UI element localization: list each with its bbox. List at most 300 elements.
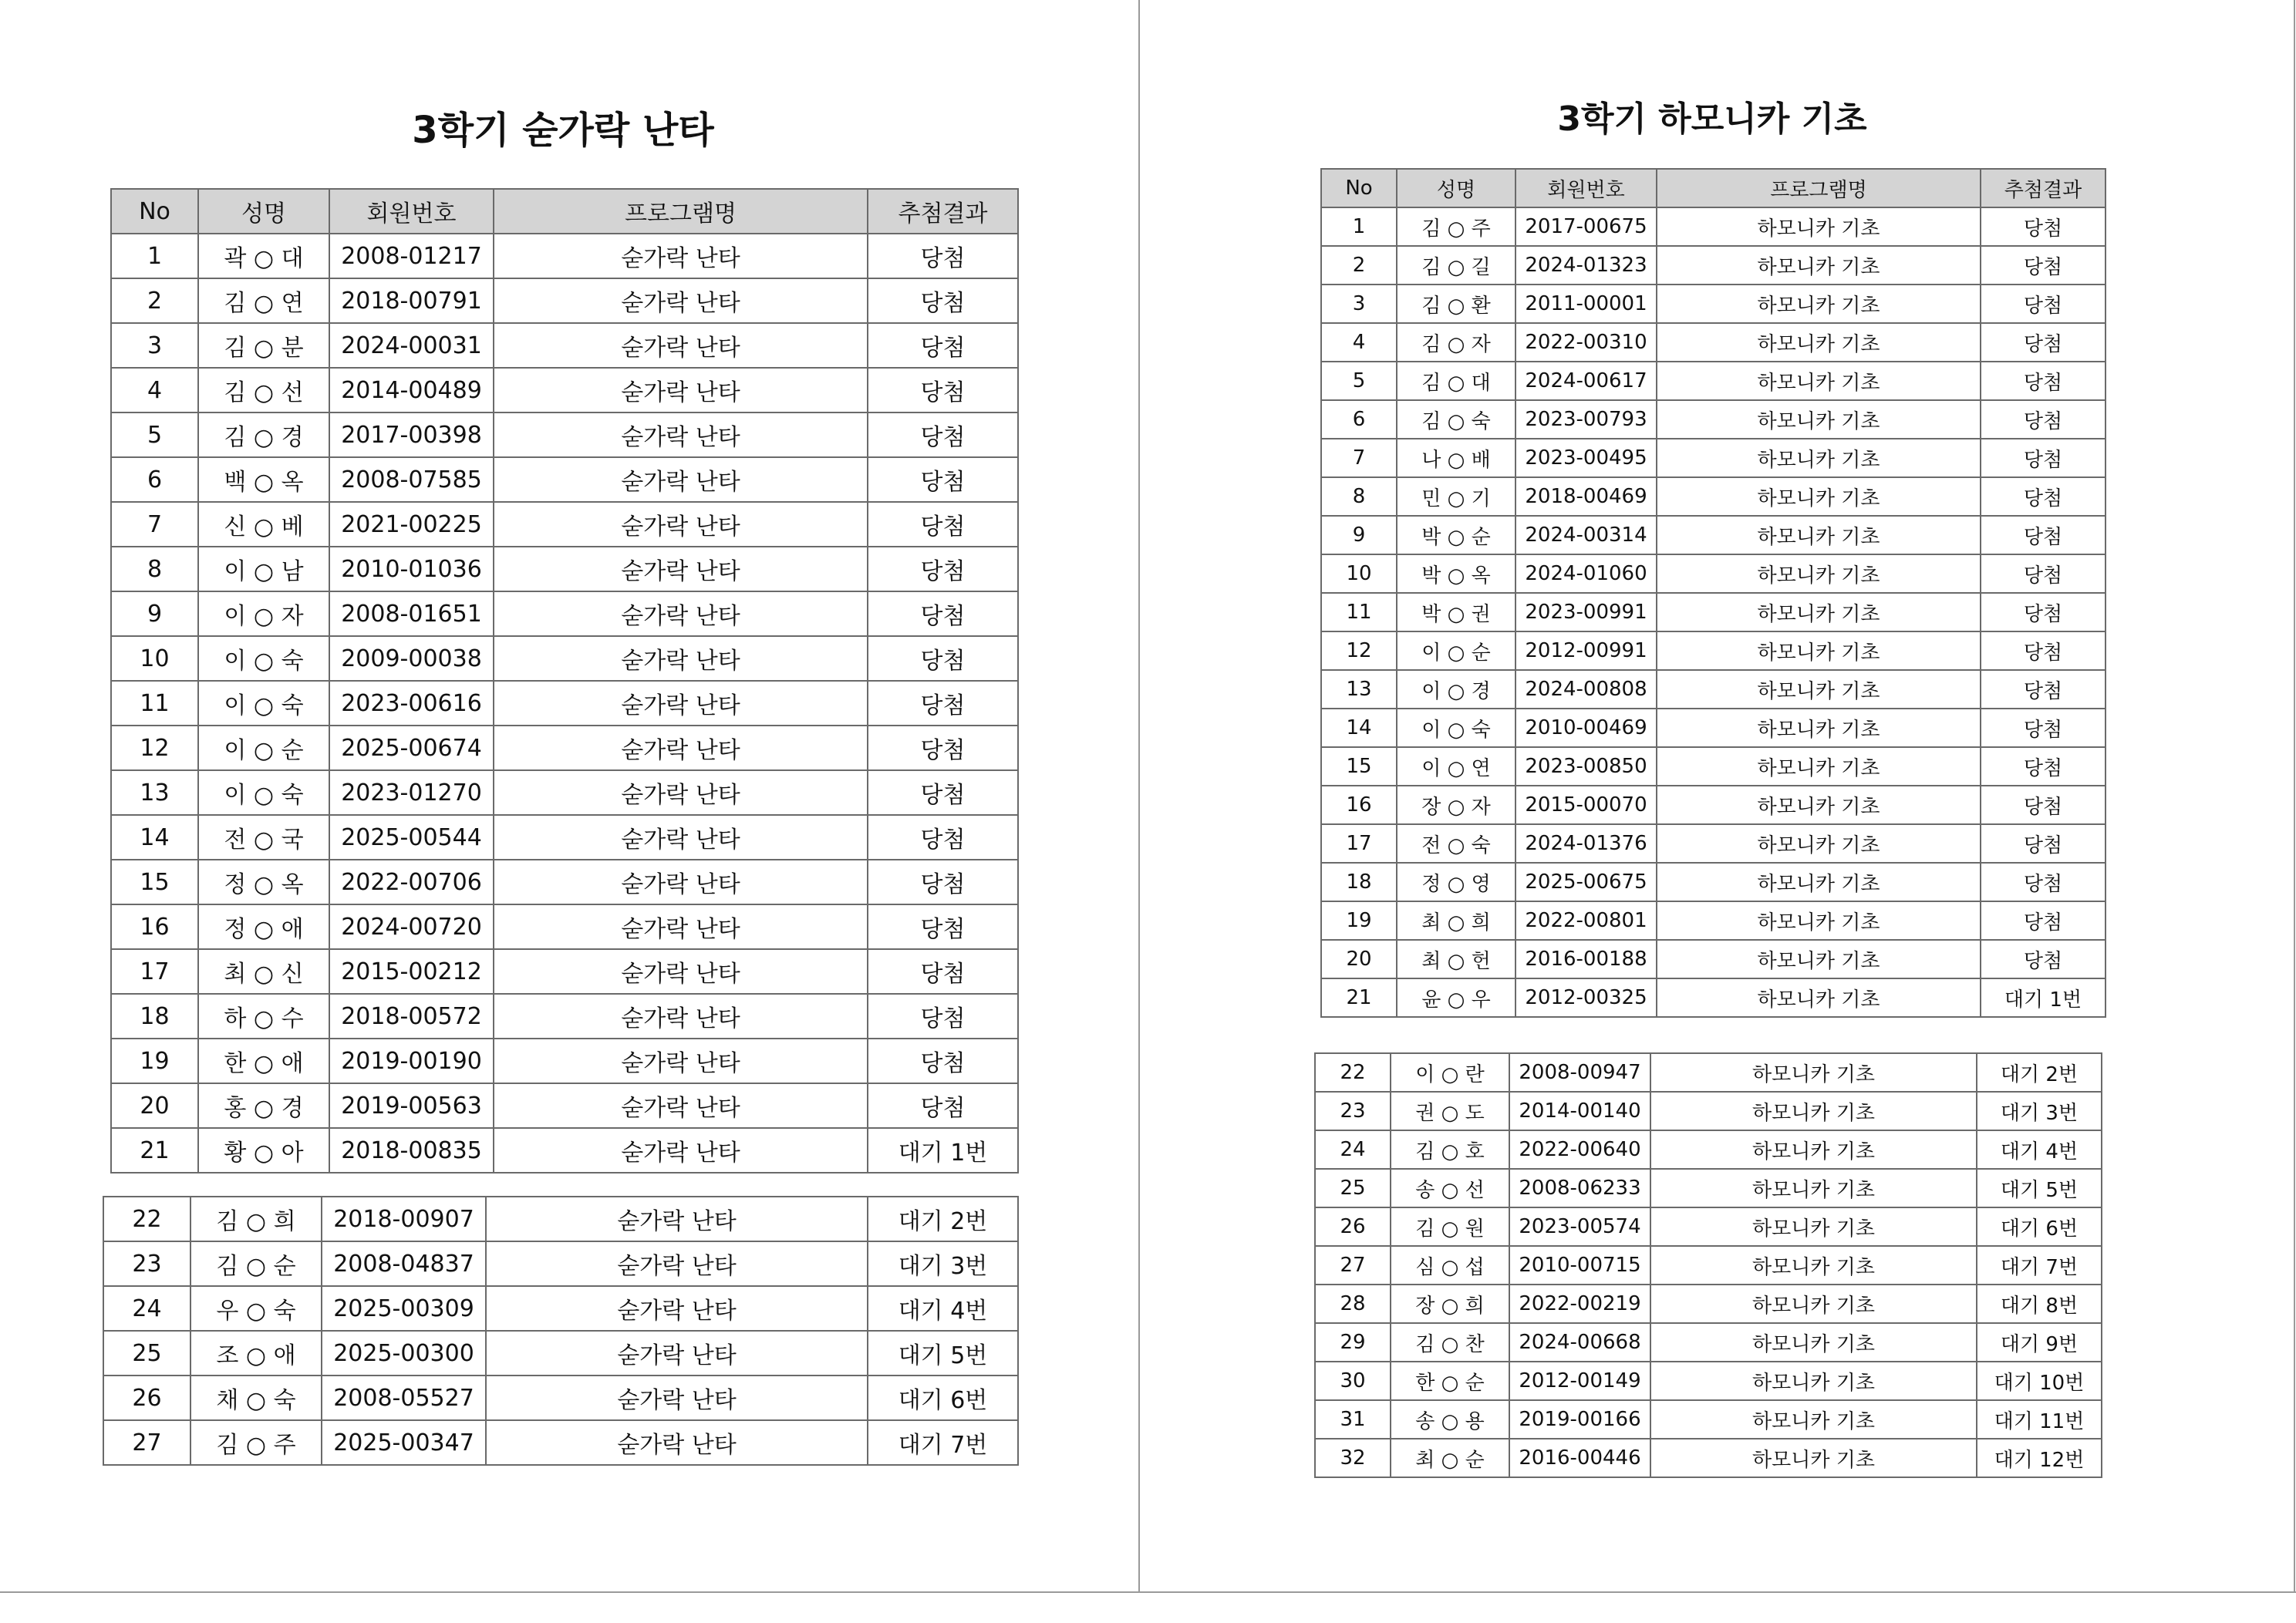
cell-no: 12: [111, 726, 198, 770]
cell-program: 숟가락 난타: [494, 1128, 868, 1173]
header-program: 프로그램명: [494, 189, 868, 234]
cell-program: 하모니카 기초: [1650, 1207, 1977, 1246]
table-row: [111, 547, 1018, 591]
table-row: [1321, 824, 2106, 863]
table-row: [1321, 246, 2106, 285]
table-header-row: [111, 189, 1018, 234]
cell-member-id: 2024-01376: [1515, 824, 1657, 863]
cell-member-id: 2008-04837: [322, 1241, 486, 1286]
table-row: [1315, 1053, 2102, 1092]
cell-result: 당첨: [868, 904, 1018, 949]
cell-name: 김 ○ 주: [1397, 207, 1515, 246]
cell-member-id: 2019-00166: [1509, 1400, 1650, 1439]
cell-no: 23: [103, 1241, 190, 1286]
cell-program: 숟가락 난타: [494, 636, 868, 681]
table-row: [1321, 362, 2106, 400]
right-page-title: 3학기 하모니카 기초: [1557, 99, 1867, 139]
table-row: [1315, 1323, 2102, 1362]
cell-no: 4: [1321, 323, 1397, 362]
table-row: [1315, 1207, 2102, 1246]
cell-no: 7: [111, 502, 198, 547]
cell-result: 당첨: [1981, 593, 2106, 631]
cell-program: 하모니카 기초: [1657, 554, 1981, 593]
cell-name: 김 ○ 선: [198, 368, 329, 412]
cell-no: 19: [111, 1039, 198, 1083]
cell-member-id: 2025-00347: [322, 1420, 486, 1465]
cell-program: 숟가락 난타: [494, 502, 868, 547]
cell-program: 숟가락 난타: [494, 681, 868, 726]
cell-result: 대기 4번: [1977, 1130, 2102, 1169]
cell-name: 전 ○ 숙: [1397, 824, 1515, 863]
cell-result: 대기 8번: [1977, 1285, 2102, 1323]
cell-program: 하모니카 기초: [1657, 323, 1981, 362]
cell-no: 2: [1321, 246, 1397, 285]
cell-result: 당첨: [1981, 901, 2106, 940]
table-row: [1315, 1169, 2102, 1207]
cell-result: 대기 6번: [868, 1376, 1018, 1420]
cell-program: 숟가락 난타: [494, 591, 868, 636]
cell-no: 9: [111, 591, 198, 636]
cell-no: 32: [1315, 1439, 1391, 1477]
cell-name: 채 ○ 숙: [190, 1376, 322, 1420]
table-row: [111, 815, 1018, 860]
cell-name: 이 ○ 숙: [198, 636, 329, 681]
header-program: 프로그램명: [1657, 169, 1981, 207]
table-row: [1321, 400, 2106, 439]
cell-member-id: 2024-01323: [1515, 246, 1657, 285]
table-row: [103, 1376, 1018, 1420]
cell-program: 하모니카 기초: [1657, 709, 1981, 747]
table-row: [111, 681, 1018, 726]
page-bottom-divider: [0, 1591, 2296, 1593]
cell-no: 25: [103, 1331, 190, 1376]
cell-name: 이 ○ 남: [198, 547, 329, 591]
cell-program: 숟가락 난타: [486, 1331, 868, 1376]
cell-name: 이 ○ 연: [1397, 747, 1515, 786]
table-row: [111, 860, 1018, 904]
cell-name: 송 ○ 용: [1391, 1400, 1509, 1439]
header-name: 성명: [1397, 169, 1515, 207]
cell-result: 당첨: [1981, 516, 2106, 554]
cell-result: 대기 2번: [868, 1197, 1018, 1241]
table-row: [1321, 786, 2106, 824]
cell-name: 정 ○ 애: [198, 904, 329, 949]
spoon-nanta-winners-table: [110, 188, 1019, 1173]
cell-member-id: 2016-00188: [1515, 940, 1657, 978]
cell-result: 당첨: [868, 726, 1018, 770]
cell-member-id: 2008-01651: [329, 591, 494, 636]
cell-member-id: 2009-00038: [329, 636, 494, 681]
table-row: [103, 1331, 1018, 1376]
cell-member-id: 2025-00675: [1515, 863, 1657, 901]
cell-name: 김 ○ 경: [198, 412, 329, 457]
cell-program: 숟가락 난타: [494, 994, 868, 1039]
cell-no: 24: [103, 1286, 190, 1331]
cell-no: 26: [1315, 1207, 1391, 1246]
cell-result: 대기 9번: [1977, 1323, 2102, 1362]
cell-member-id: 2019-00563: [329, 1083, 494, 1128]
harmonica-basic-winners-table: [1320, 168, 2106, 1018]
cell-result: 당첨: [1981, 747, 2106, 786]
cell-program: 숟가락 난타: [494, 1039, 868, 1083]
cell-no: 14: [111, 815, 198, 860]
left-page-title: 3학기 숟가락 난타: [412, 109, 714, 152]
cell-no: 15: [111, 860, 198, 904]
cell-result: 당첨: [1981, 824, 2106, 863]
cell-program: 하모니카 기초: [1657, 940, 1981, 978]
cell-member-id: 2018-00907: [322, 1197, 486, 1241]
table-row: [1321, 901, 2106, 940]
cell-name: 정 ○ 옥: [198, 860, 329, 904]
cell-program: 숟가락 난타: [494, 323, 868, 368]
cell-name: 홍 ○ 경: [198, 1083, 329, 1128]
cell-member-id: 2018-00791: [329, 278, 494, 323]
cell-member-id: 2010-01036: [329, 547, 494, 591]
table-row: [111, 1128, 1018, 1173]
cell-name: 전 ○ 국: [198, 815, 329, 860]
cell-program: 하모니카 기초: [1650, 1246, 1977, 1285]
cell-name: 김 ○ 희: [190, 1197, 322, 1241]
cell-program: 하모니카 기초: [1657, 439, 1981, 477]
cell-program: 하모니카 기초: [1650, 1323, 1977, 1362]
table-row: [111, 636, 1018, 681]
cell-member-id: 2008-00947: [1509, 1053, 1650, 1092]
table-row: [111, 1083, 1018, 1128]
cell-name: 한 ○ 순: [1391, 1362, 1509, 1400]
cell-name: 김 ○ 주: [190, 1420, 322, 1465]
cell-no: 7: [1321, 439, 1397, 477]
cell-result: 당첨: [1981, 207, 2106, 246]
cell-result: 당첨: [1981, 362, 2106, 400]
cell-member-id: 2015-00070: [1515, 786, 1657, 824]
cell-program: 하모니카 기초: [1657, 786, 1981, 824]
cell-program: 숟가락 난타: [494, 949, 868, 994]
cell-member-id: 2018-00469: [1515, 477, 1657, 516]
cell-member-id: 2008-07585: [329, 457, 494, 502]
cell-program: 하모니카 기초: [1650, 1285, 1977, 1323]
header-no: No: [1321, 169, 1397, 207]
cell-no: 20: [1321, 940, 1397, 978]
cell-member-id: 2025-00674: [329, 726, 494, 770]
table-row: [1321, 516, 2106, 554]
cell-no: 15: [1321, 747, 1397, 786]
cell-program: 숟가락 난타: [494, 412, 868, 457]
cell-no: 3: [1321, 285, 1397, 323]
cell-name: 이 ○ 경: [1397, 670, 1515, 709]
cell-result: 대기 1번: [1981, 978, 2106, 1017]
cell-no: 18: [111, 994, 198, 1039]
cell-member-id: 2022-00219: [1509, 1285, 1650, 1323]
table-row: [1315, 1092, 2102, 1130]
table-row: [111, 994, 1018, 1039]
cell-name: 황 ○ 아: [198, 1128, 329, 1173]
cell-program: 하모니카 기초: [1657, 477, 1981, 516]
cell-member-id: 2011-00001: [1515, 285, 1657, 323]
table-row: [1321, 709, 2106, 747]
cell-program: 하모니카 기초: [1657, 863, 1981, 901]
table-row: [111, 1039, 1018, 1083]
cell-name: 권 ○ 도: [1391, 1092, 1509, 1130]
cell-member-id: 2023-00495: [1515, 439, 1657, 477]
cell-member-id: 2024-01060: [1515, 554, 1657, 593]
cell-name: 신 ○ 베: [198, 502, 329, 547]
cell-program: 하모니카 기초: [1657, 400, 1981, 439]
cell-member-id: 2017-00675: [1515, 207, 1657, 246]
table-row: [1321, 978, 2106, 1017]
table-row: [103, 1286, 1018, 1331]
cell-result: 당첨: [1981, 554, 2106, 593]
cell-result: 당첨: [1981, 631, 2106, 670]
cell-program: 하모니카 기초: [1657, 978, 1981, 1017]
cell-name: 최 ○ 순: [1391, 1439, 1509, 1477]
table-row: [1315, 1285, 2102, 1323]
cell-no: 29: [1315, 1323, 1391, 1362]
table-row: [1321, 747, 2106, 786]
table-row: [111, 726, 1018, 770]
cell-no: 13: [1321, 670, 1397, 709]
cell-no: 5: [1321, 362, 1397, 400]
cell-result: 대기 3번: [868, 1241, 1018, 1286]
spoon-nanta-waitlist-table: [103, 1196, 1019, 1466]
cell-member-id: 2019-00190: [329, 1039, 494, 1083]
cell-no: 11: [111, 681, 198, 726]
harmonica-basic-waitlist-table: [1314, 1052, 2102, 1478]
cell-no: 14: [1321, 709, 1397, 747]
cell-no: 22: [103, 1197, 190, 1241]
header-result: 추첨결과: [868, 189, 1018, 234]
cell-name: 김 ○ 숙: [1397, 400, 1515, 439]
cell-name: 이 ○ 숙: [198, 770, 329, 815]
cell-result: 대기 7번: [868, 1420, 1018, 1465]
cell-member-id: 2023-00850: [1515, 747, 1657, 786]
cell-program: 숟가락 난타: [494, 368, 868, 412]
table-row: [111, 457, 1018, 502]
cell-member-id: 2016-00446: [1509, 1439, 1650, 1477]
table-row: [1321, 554, 2106, 593]
header-result: 추첨결과: [1981, 169, 2106, 207]
table-row: [1315, 1439, 2102, 1477]
cell-result: 당첨: [868, 457, 1018, 502]
cell-program: 하모니카 기초: [1657, 207, 1981, 246]
cell-result: 당첨: [868, 1039, 1018, 1083]
cell-name: 김 ○ 순: [190, 1241, 322, 1286]
cell-program: 숟가락 난타: [494, 904, 868, 949]
table-row: [1321, 477, 2106, 516]
cell-no: 17: [1321, 824, 1397, 863]
cell-result: 당첨: [868, 636, 1018, 681]
cell-program: 숟가락 난타: [494, 278, 868, 323]
cell-no: 30: [1315, 1362, 1391, 1400]
cell-member-id: 2008-06233: [1509, 1169, 1650, 1207]
cell-no: 8: [1321, 477, 1397, 516]
cell-no: 1: [111, 234, 198, 278]
table-row: [111, 278, 1018, 323]
cell-program: 하모니카 기초: [1657, 362, 1981, 400]
cell-result: 당첨: [868, 412, 1018, 457]
cell-name: 이 ○ 순: [1397, 631, 1515, 670]
header-member-id: 회원번호: [1515, 169, 1657, 207]
cell-program: 숟가락 난타: [494, 770, 868, 815]
cell-member-id: 2025-00544: [329, 815, 494, 860]
cell-no: 1: [1321, 207, 1397, 246]
cell-result: 당첨: [1981, 246, 2106, 285]
header-member-id: 회원번호: [329, 189, 494, 234]
cell-no: 21: [1321, 978, 1397, 1017]
cell-result: 당첨: [868, 234, 1018, 278]
cell-no: 9: [1321, 516, 1397, 554]
cell-result: 당첨: [868, 502, 1018, 547]
table-row: [103, 1197, 1018, 1241]
cell-program: 숟가락 난타: [494, 547, 868, 591]
table-row: [111, 502, 1018, 547]
cell-result: 대기 7번: [1977, 1246, 2102, 1285]
cell-member-id: 2022-00801: [1515, 901, 1657, 940]
cell-member-id: 2012-00149: [1509, 1362, 1650, 1400]
cell-name: 이 ○ 란: [1391, 1053, 1509, 1092]
cell-no: 22: [1315, 1053, 1391, 1092]
cell-name: 이 ○ 숙: [198, 681, 329, 726]
cell-name: 박 ○ 옥: [1397, 554, 1515, 593]
cell-no: 16: [1321, 786, 1397, 824]
cell-name: 이 ○ 자: [198, 591, 329, 636]
cell-name: 김 ○ 자: [1397, 323, 1515, 362]
cell-program: 숟가락 난타: [486, 1286, 868, 1331]
cell-program: 하모니카 기초: [1650, 1400, 1977, 1439]
cell-member-id: 2021-00225: [329, 502, 494, 547]
cell-name: 조 ○ 애: [190, 1331, 322, 1376]
cell-name: 우 ○ 숙: [190, 1286, 322, 1331]
cell-member-id: 2008-05527: [322, 1376, 486, 1420]
cell-no: 4: [111, 368, 198, 412]
cell-member-id: 2024-00808: [1515, 670, 1657, 709]
cell-member-id: 2010-00469: [1515, 709, 1657, 747]
cell-program: 하모니카 기초: [1650, 1053, 1977, 1092]
cell-no: 2: [111, 278, 198, 323]
cell-program: 하모니카 기초: [1657, 593, 1981, 631]
table-row: [1321, 207, 2106, 246]
cell-name: 최 ○ 헌: [1397, 940, 1515, 978]
cell-result: 대기 10번: [1977, 1362, 2102, 1400]
cell-name: 김 ○ 환: [1397, 285, 1515, 323]
cell-member-id: 2012-00991: [1515, 631, 1657, 670]
table-row: [103, 1241, 1018, 1286]
cell-no: 13: [111, 770, 198, 815]
table-row: [1321, 439, 2106, 477]
cell-no: 26: [103, 1376, 190, 1420]
cell-name: 백 ○ 옥: [198, 457, 329, 502]
cell-member-id: 2018-00572: [329, 994, 494, 1039]
cell-no: 27: [1315, 1246, 1391, 1285]
cell-program: 숟가락 난타: [486, 1376, 868, 1420]
cell-no: 10: [111, 636, 198, 681]
cell-result: 당첨: [1981, 400, 2106, 439]
cell-no: 24: [1315, 1130, 1391, 1169]
cell-result: 당첨: [1981, 323, 2106, 362]
cell-no: 3: [111, 323, 198, 368]
cell-member-id: 2024-00617: [1515, 362, 1657, 400]
table-row: [111, 234, 1018, 278]
cell-no: 18: [1321, 863, 1397, 901]
cell-name: 박 ○ 권: [1397, 593, 1515, 631]
cell-result: 당첨: [1981, 439, 2106, 477]
cell-program: 하모니카 기초: [1650, 1092, 1977, 1130]
cell-member-id: 2024-00720: [329, 904, 494, 949]
table-row: [1321, 631, 2106, 670]
cell-program: 숟가락 난타: [486, 1241, 868, 1286]
cell-program: 하모니카 기초: [1657, 631, 1981, 670]
cell-name: 김 ○ 찬: [1391, 1323, 1509, 1362]
cell-result: 대기 6번: [1977, 1207, 2102, 1246]
cell-member-id: 2008-01217: [329, 234, 494, 278]
cell-no: 16: [111, 904, 198, 949]
cell-no: 19: [1321, 901, 1397, 940]
cell-result: 당첨: [1981, 940, 2106, 978]
cell-result: 당첨: [868, 278, 1018, 323]
cell-member-id: 2022-00310: [1515, 323, 1657, 362]
cell-result: 대기 4번: [868, 1286, 1018, 1331]
table-row: [1321, 593, 2106, 631]
cell-result: 당첨: [1981, 786, 2106, 824]
cell-result: 당첨: [1981, 709, 2106, 747]
cell-member-id: 2025-00309: [322, 1286, 486, 1331]
cell-name: 장 ○ 자: [1397, 786, 1515, 824]
table-row: [1321, 285, 2106, 323]
cell-no: 31: [1315, 1400, 1391, 1439]
cell-no: 12: [1321, 631, 1397, 670]
cell-program: 하모니카 기초: [1650, 1130, 1977, 1169]
cell-program: 하모니카 기초: [1657, 670, 1981, 709]
cell-result: 대기 3번: [1977, 1092, 2102, 1130]
cell-member-id: 2012-00325: [1515, 978, 1657, 1017]
cell-result: 당첨: [1981, 863, 2106, 901]
cell-member-id: 2023-01270: [329, 770, 494, 815]
table-row: [111, 323, 1018, 368]
table-row: [111, 770, 1018, 815]
table-row: [111, 368, 1018, 412]
table-header-row: [1321, 169, 2106, 207]
cell-no: 28: [1315, 1285, 1391, 1323]
cell-result: 당첨: [1981, 670, 2106, 709]
cell-result: 대기 1번: [868, 1128, 1018, 1173]
cell-program: 숟가락 난타: [486, 1420, 868, 1465]
cell-program: 숟가락 난타: [494, 860, 868, 904]
cell-member-id: 2014-00489: [329, 368, 494, 412]
cell-program: 숟가락 난타: [494, 457, 868, 502]
header-name: 성명: [198, 189, 329, 234]
table-row: [1315, 1130, 2102, 1169]
cell-program: 하모니카 기초: [1657, 747, 1981, 786]
cell-member-id: 2025-00300: [322, 1331, 486, 1376]
cell-name: 김 ○ 호: [1391, 1130, 1509, 1169]
cell-name: 김 ○ 분: [198, 323, 329, 368]
cell-result: 당첨: [868, 1083, 1018, 1128]
cell-no: 17: [111, 949, 198, 994]
cell-name: 민 ○ 기: [1397, 477, 1515, 516]
cell-result: 대기 2번: [1977, 1053, 2102, 1092]
cell-program: 숟가락 난타: [494, 726, 868, 770]
table-row: [111, 412, 1018, 457]
cell-member-id: 2024-00031: [329, 323, 494, 368]
cell-result: 당첨: [868, 770, 1018, 815]
cell-result: 당첨: [868, 949, 1018, 994]
table-row: [1321, 323, 2106, 362]
cell-no: 21: [111, 1128, 198, 1173]
cell-program: 하모니카 기초: [1657, 901, 1981, 940]
cell-program: 하모니카 기초: [1657, 824, 1981, 863]
cell-result: 당첨: [868, 860, 1018, 904]
cell-program: 하모니카 기초: [1650, 1439, 1977, 1477]
cell-name: 윤 ○ 우: [1397, 978, 1515, 1017]
